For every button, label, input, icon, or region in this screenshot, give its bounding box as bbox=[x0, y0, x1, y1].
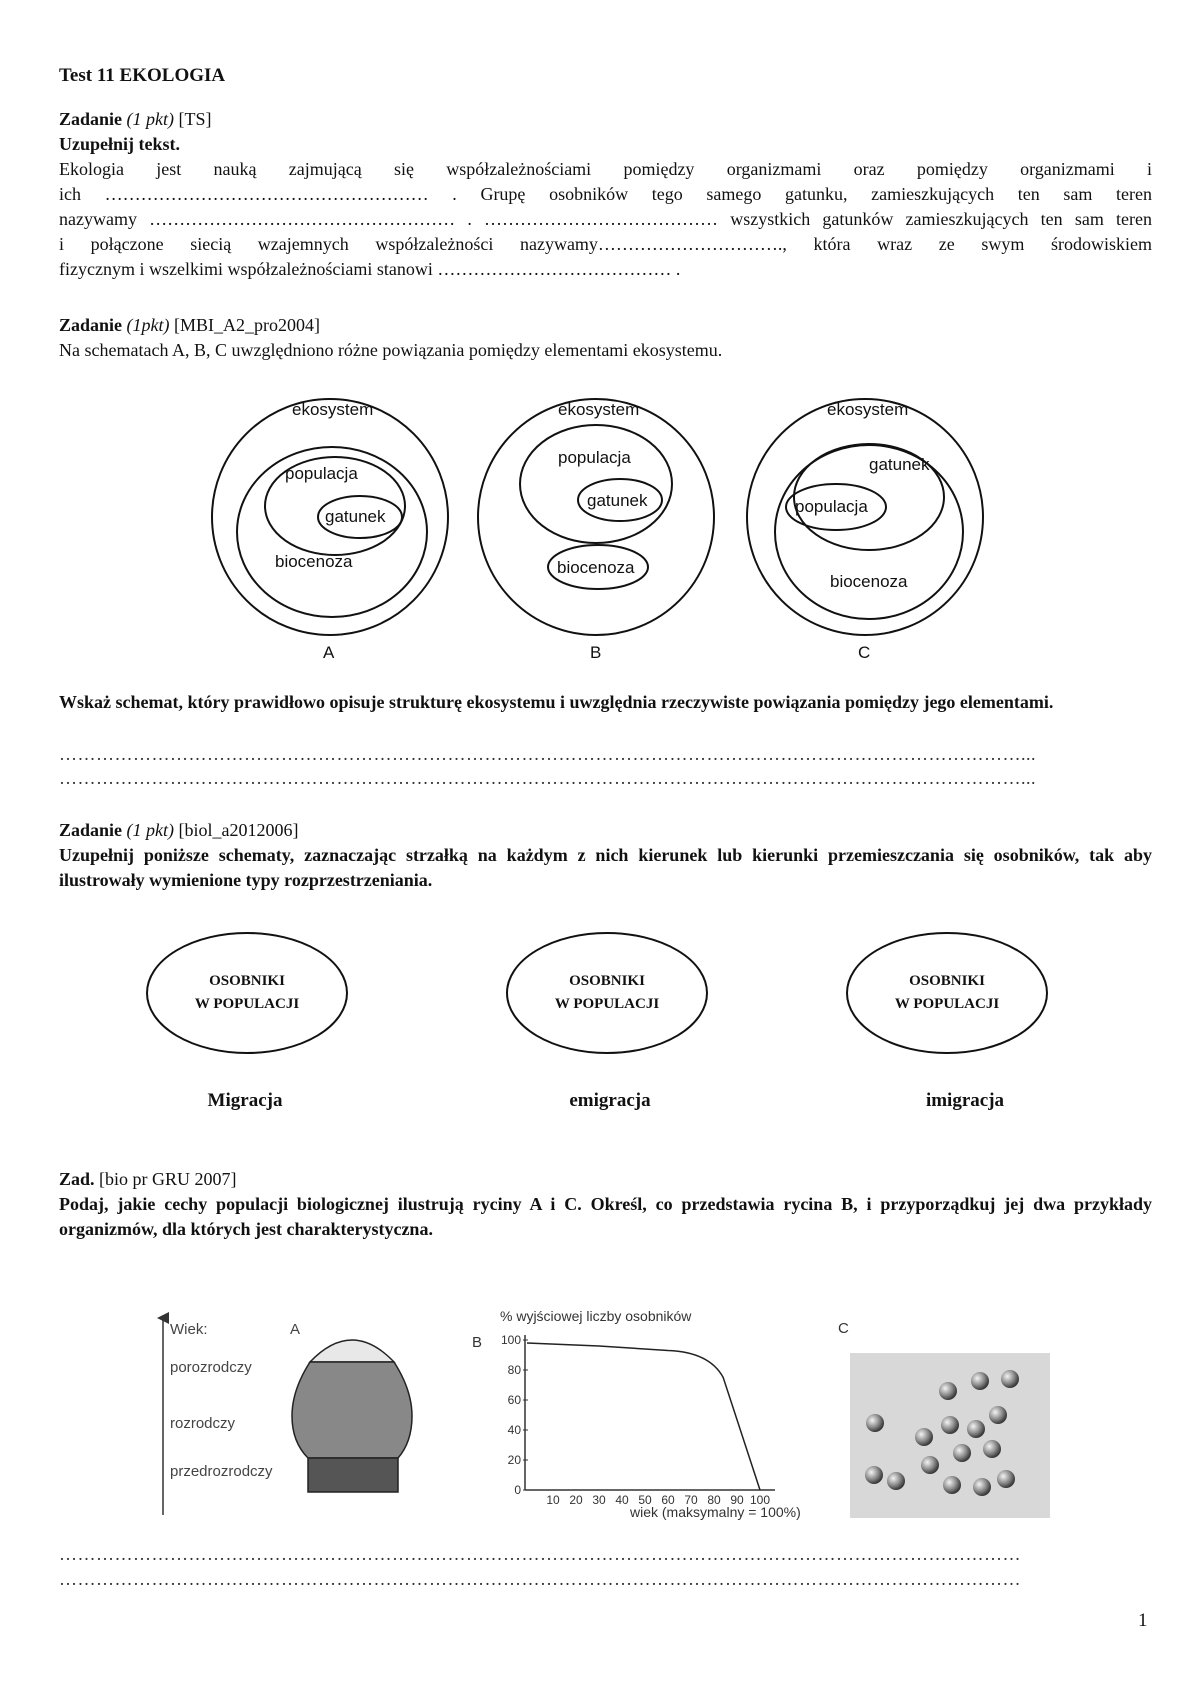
diagram-b-biocenoza-label: biocenoza bbox=[557, 558, 635, 577]
figure-c-individual bbox=[921, 1456, 939, 1474]
figure-b-xtick-label: 80 bbox=[707, 1493, 721, 1507]
task4-heading: Zad. bbox=[59, 1169, 95, 1189]
figure-a-rozrodczy-shape bbox=[292, 1362, 412, 1458]
task3-heading: Zadanie bbox=[59, 820, 123, 840]
figure-a-level-rozrodczy: rozrodczy bbox=[170, 1415, 236, 1432]
figure-b-xtick-label: 90 bbox=[730, 1493, 744, 1507]
figure-c-letter: C bbox=[838, 1320, 849, 1337]
figure-c-individual bbox=[953, 1444, 971, 1462]
figure-a-przedrozrodczy-shape bbox=[308, 1458, 398, 1492]
task2-code: [MBI_A2_pro2004] bbox=[174, 315, 321, 335]
figure-b-survivorship-chart bbox=[470, 1305, 820, 1525]
migracja-ellipse bbox=[147, 933, 347, 1053]
figure-c-individual bbox=[983, 1440, 1001, 1458]
diagram-c-gatunek-label: gatunek bbox=[869, 455, 930, 474]
diagram-b-populacja-label: populacja bbox=[558, 448, 631, 467]
label-migracja: Migracja bbox=[207, 1090, 283, 1111]
figure-c-individual bbox=[943, 1476, 961, 1494]
figure-b-xtick-label: 50 bbox=[638, 1493, 652, 1507]
figure-a-axis-label: Wiek: bbox=[170, 1321, 208, 1338]
figure-c-individual bbox=[939, 1382, 957, 1400]
task1-heading: Zadanie bbox=[59, 109, 123, 129]
task3-code: [biol_a2012006] bbox=[178, 820, 299, 840]
figure-a-letter: A bbox=[290, 1321, 301, 1338]
figure-b-curve bbox=[527, 1343, 760, 1490]
task3 bbox=[59, 818, 1152, 893]
figure-b-ytick-label: 60 bbox=[507, 1393, 521, 1407]
task1-line2: ich ……………………………………………… . Grupę osobników tego samego gatunku, zamieszkujących ten sam teren bbox=[59, 184, 1152, 204]
figure-a-level-przedrozrodczy: przedrozrodczy bbox=[170, 1463, 273, 1480]
figure-a-porozrodczy-shape bbox=[310, 1340, 394, 1362]
figure-b-ytick-label: 20 bbox=[507, 1453, 521, 1467]
emigracja-ellipse bbox=[507, 933, 707, 1053]
task4-instruction: Podaj, jakie cechy populacji biologicznej ilustrują ryciny A i C. Określ, co przedstawia rycina B, i przyporządkuj jej dwa przykłady organizmów, dla których jest charakterystyczna. bbox=[59, 1194, 1152, 1239]
figure-c-distribution bbox=[850, 1353, 1050, 1518]
task2-heading: Zadanie bbox=[59, 315, 123, 335]
figure-c-individual bbox=[973, 1478, 991, 1496]
figure-a-level-porozrodczy: porozrodczy bbox=[170, 1359, 252, 1376]
task2-answer-line-1[interactable]: …………………………………………………………………………………………………………………………………………... bbox=[59, 744, 1036, 764]
figure-a-age-structure bbox=[150, 1310, 430, 1520]
task2-question: Wskaż schemat, który prawidłowo opisuje strukturę ekosystemu i uwzględnia rzeczywiste powiązania pomiędzy jego elementami. bbox=[59, 692, 1054, 712]
task1-line4: i połączone siecią wzajemnych współzależności nazywamy…………………………., która wraz ze swym środowiskiem bbox=[59, 234, 1152, 254]
diagram-a-biocenoza-label: biocenoza bbox=[275, 552, 353, 571]
figure-b-xtick-label: 20 bbox=[569, 1493, 583, 1507]
emigracja-ellipse-text-1: OSOBNIKI bbox=[569, 973, 645, 989]
label-emigracja: emigracja bbox=[569, 1090, 651, 1111]
figure-b-letter: B bbox=[472, 1334, 483, 1351]
figure-c-individual bbox=[989, 1406, 1007, 1424]
dispersal-diagram bbox=[145, 930, 1065, 1060]
task4-answer-line-2[interactable]: ………………………………………………………………………………………………………………………………………… bbox=[59, 1569, 1021, 1589]
task2-points: (1pkt) bbox=[126, 315, 170, 335]
figure-b-xtick-label: 30 bbox=[592, 1493, 606, 1507]
task4 bbox=[59, 1167, 1152, 1242]
diagram-a-populacja-label: populacja bbox=[285, 464, 358, 483]
diagram-c-ekosystem-label: ekosystem bbox=[827, 400, 909, 419]
task1 bbox=[59, 107, 1152, 282]
figure-b-ylabel: % wyjściowej liczby osobników bbox=[500, 1308, 692, 1324]
figure-c-individual bbox=[997, 1470, 1015, 1488]
diagram-c-ekosystem-circle bbox=[747, 399, 983, 635]
task4-answer-line-1[interactable]: ………………………………………………………………………………………………………………………………………… bbox=[59, 1544, 1021, 1564]
diagram-a-gatunek-label: gatunek bbox=[325, 507, 386, 526]
ecosystem-diagram bbox=[210, 390, 1010, 670]
figure-b-ytick-label: 0 bbox=[514, 1483, 521, 1497]
figure-b-ytick-label: 100 bbox=[500, 1333, 521, 1347]
imigracja-ellipse-text-2: W POPULACJI bbox=[894, 996, 1000, 1012]
diagram-b-gatunek-label: gatunek bbox=[587, 491, 648, 510]
imigracja-ellipse bbox=[847, 933, 1047, 1053]
figure-b-xtick-label: 100 bbox=[749, 1493, 771, 1507]
migracja-ellipse-text-1: OSOBNIKI bbox=[209, 973, 285, 989]
migracja-ellipse-text-2: W POPULACJI bbox=[194, 996, 300, 1012]
task2-header bbox=[59, 313, 1152, 363]
page-number: 1 bbox=[1138, 1610, 1148, 1631]
figure-c-individual bbox=[915, 1428, 933, 1446]
task2-intro: Na schematach A, B, C uwzględniono różne powiązania pomiędzy elementami ekosystemu. bbox=[59, 340, 723, 360]
figure-c-individual bbox=[865, 1466, 883, 1484]
imigracja-ellipse-text-1: OSOBNIKI bbox=[909, 973, 985, 989]
task1-line1: Ekologia jest nauką zajmującą się współzależnościami pomiędzy organizmami oraz pomiędzy organizmami i bbox=[59, 159, 1152, 179]
diagram-c-populacja-label: populacja bbox=[795, 497, 868, 516]
figure-c-individual bbox=[941, 1416, 959, 1434]
figure-b-xtick-label: 60 bbox=[661, 1493, 675, 1507]
diagram-a-letter: A bbox=[323, 643, 335, 662]
figure-c-individual bbox=[1001, 1370, 1019, 1388]
figure-b-xtick-label: 10 bbox=[546, 1493, 560, 1507]
task1-code: [TS] bbox=[178, 109, 212, 129]
figure-c-individual bbox=[887, 1472, 905, 1490]
task3-points: (1 pkt) bbox=[126, 820, 175, 840]
label-imigracja: imigracja bbox=[925, 1090, 1005, 1111]
figure-b-xtick-label: 70 bbox=[684, 1493, 698, 1507]
task1-instruction: Uzupełnij tekst. bbox=[59, 134, 180, 154]
figure-c-individual bbox=[866, 1414, 884, 1432]
figure-b-ytick-label: 80 bbox=[507, 1363, 521, 1377]
diagram-b-letter: B bbox=[590, 643, 602, 662]
figure-c-individual bbox=[971, 1372, 989, 1390]
figure-c-individual bbox=[967, 1420, 985, 1438]
task4-code: [bio pr GRU 2007] bbox=[99, 1169, 237, 1189]
figure-b-ytick-label: 40 bbox=[507, 1423, 521, 1437]
diagram-c-biocenoza-label: biocenoza bbox=[830, 572, 908, 591]
task2-answer-line-2[interactable]: …………………………………………………………………………………………………………………………………………... bbox=[59, 768, 1036, 788]
diagram-b-ekosystem-label: ekosystem bbox=[558, 400, 640, 419]
figure-b-xlabel: wiek (maksymalny = 100%) bbox=[630, 1504, 801, 1520]
figure-b-xtick-label: 40 bbox=[615, 1493, 629, 1507]
diagram-c-letter: C bbox=[858, 643, 871, 662]
task1-line5: fizycznym i wszelkimi współzależnościami stanowi ………………………………… . bbox=[59, 259, 681, 279]
task1-line3: nazywamy …………………………………………… . ………………………………… wszystkich gatunków zamieszkujących ten sam teren bbox=[59, 209, 1152, 229]
emigracja-ellipse-text-2: W POPULACJI bbox=[554, 996, 660, 1012]
task3-instruction: Uzupełnij poniższe schematy, zaznaczając strzałką na każdym z nich kierunek lub kierunki przemieszczania się osobników, tak aby ilustrowały wymienione typy rozprzestrzeniania. bbox=[59, 845, 1152, 890]
page-title: Test 11 EKOLOGIA bbox=[59, 65, 226, 86]
diagram-a-ekosystem-label: ekosystem bbox=[292, 400, 374, 419]
task1-points: (1 pkt) bbox=[126, 109, 175, 129]
